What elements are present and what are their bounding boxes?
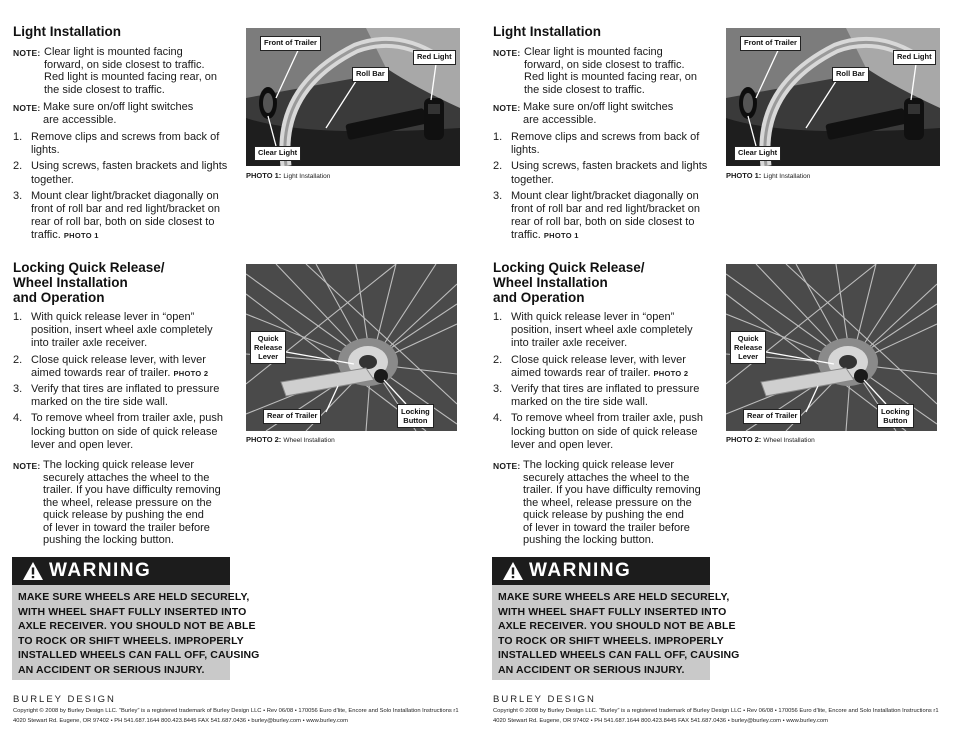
note-line: securely attaches the wheel to the [523,471,690,484]
step-text: With quick release lever in “open” position, insert wheel axle completely into trailer axle receiver. [31,311,213,350]
step-item [493,190,713,243]
warning-title: WARNING [529,560,632,581]
step-text: Verify that tires are inflated to pressure marked on the tire side wall. [511,383,700,409]
warning-triangle-icon [22,561,44,581]
callout-quick-release-lever: Quick Release Lever [250,331,286,364]
note-switches [13,101,238,126]
brand-name: BURLEY DESIGN [493,694,596,705]
note-line: securely attaches the wheel to the [43,471,210,484]
note-label: NOTE: [493,48,521,58]
title-line: Wheel Installation [493,275,608,290]
step-text: To remove wheel from trailer axle, push locking button on side of quick release lever and open lever. [31,412,223,451]
step-text: With quick release lever in “open” position, insert wheel axle completely into trailer axle receiver. [511,311,693,350]
step-item [13,190,233,243]
caption-text: Light Installation [763,173,811,180]
photo-wheel-installation [726,264,937,431]
note-line: Red light is mounted facing rear, on [44,71,218,83]
step-item [493,131,713,157]
note-line: the side closest to traffic. [44,83,165,96]
note-locking-lever [493,459,718,547]
caption-label: PHOTO 1: [726,171,762,180]
note-line: The locking quick release lever [43,459,195,471]
step-item [493,383,713,409]
caption-label: PHOTO 2: [246,435,282,444]
step-text: Close quick release lever, with lever aimed towards rear of trailer. [511,353,686,379]
step-text: Mount clear light/bracket diagonally on front of roll bar and red light/bracket on rear of roll bar, both on side closest to traffic. [511,189,700,242]
callout-clear-light: Clear Light [254,146,301,161]
note-line: the wheel, release pressure on the [523,496,692,509]
step-text: Remove clips and screws from back of lights. [511,131,700,157]
note-text [523,459,718,547]
step-number: 2. [13,353,23,366]
note-line: quick release by pushing the end [523,509,684,521]
note-text [43,101,238,126]
footer-copyright: Copyright © 2008 by Burley Design LLC. “Burley” is a registered trademark of Burley Design LLC • Rev 06/08 • 170056 Euro d’lite, Encore and Solo Installation Instructions r1 [493,708,939,714]
title-line: Locking Quick Release/ [13,260,165,275]
warning-line: AXLE RECEIVER. YOU SHOULD NOT BE ABLE [18,620,256,633]
note-label: NOTE: [13,461,41,471]
note-line: The locking quick release lever [523,459,675,471]
note-label: NOTE: [13,48,41,58]
wheel-steps-list [493,311,713,455]
note-light-direction [493,46,718,96]
note-text [524,46,718,96]
step-number: 3. [493,383,503,396]
instruction-page-right [480,0,954,738]
note-line: pushing the locking button. [43,534,174,546]
step-item [493,354,713,380]
callout-rear-of-trailer: Rear of Trailer [743,409,801,424]
step-item [13,354,233,380]
note-locking-lever [13,459,238,547]
brand-name: BURLEY DESIGN [13,694,116,705]
note-line: quick release by pushing the end [43,509,204,521]
step-item [493,311,713,351]
note-line: the wheel, release pressure on the [43,496,212,509]
warning-line: WITH WHEEL SHAFT FULLY INSERTED INTO [498,605,727,618]
photo-reference: PHOTO 1 [63,231,99,241]
note-label: NOTE: [13,103,41,113]
warning-header [492,557,710,585]
step-number: 1. [13,311,23,323]
note-line: pushing the locking button. [523,534,654,546]
warning-title: WARNING [49,560,152,581]
title-line: Locking Quick Release/ [493,260,645,275]
caption-label: PHOTO 2: [726,435,762,444]
step-item [493,412,713,452]
warning-line: TO ROCK OR SHIFT WHEELS. IMPROPERLY [18,634,244,647]
step-text: Remove clips and screws from back of lights. [31,131,220,157]
photo-wheel-installation [246,264,457,431]
title-line: and Operation [493,290,585,305]
photo-reference: PHOTO 2 [653,368,689,378]
section-title-light-installation: Light Installation [13,24,121,39]
callout-front-of-trailer: Front of Trailer [260,36,321,51]
note-line: Clear light is mounted facing [44,46,183,58]
caption-text: Wheel Installation [763,437,815,444]
section-title-quick-release [13,260,165,305]
step-number: 3. [13,383,23,396]
section-title-light-installation: Light Installation [493,24,601,39]
note-text [523,101,718,126]
step-text: Verify that tires are inflated to pressure marked on the tire side wall. [31,383,220,409]
warning-triangle-icon [502,561,524,581]
caption-text: Wheel Installation [283,437,335,444]
note-label: NOTE: [493,103,521,113]
callout-red-light: Red Light [893,50,936,65]
warning-line: TO ROCK OR SHIFT WHEELS. IMPROPERLY [498,634,724,647]
warning-line: AN ACCIDENT OR SERIOUS INJURY. [18,663,205,676]
note-line: forward, on side closest to traffic. [524,58,685,71]
warning-line: MAKE SURE WHEELS ARE HELD SECURELY, [498,591,730,603]
callout-red-light: Red Light [413,50,456,65]
light-steps-list [13,131,233,246]
section-title-quick-release [493,260,645,305]
caption-label: PHOTO 1: [246,171,282,180]
step-number: 2. [13,160,23,173]
caption-text: Light Installation [283,173,331,180]
step-text: Close quick release lever, with lever aimed towards rear of trailer. [31,353,206,379]
note-line: forward, on side closest to traffic. [44,58,205,71]
note-line: trailer. If you have difficulty removing [523,484,701,496]
photo-reference: PHOTO 2 [173,368,209,378]
step-number: 2. [493,160,503,173]
light-steps-list [493,131,713,246]
warning-line: WITH WHEEL SHAFT FULLY INSERTED INTO [18,605,247,618]
warning-line: AN ACCIDENT OR SERIOUS INJURY. [498,663,685,676]
step-number: 2. [493,353,503,366]
photo2-caption [726,435,815,444]
note-label: NOTE: [493,461,521,471]
note-line: Clear light is mounted facing [524,46,663,58]
photo1-caption [726,171,810,180]
footer-contact: 4020 Stewart Rd. Eugene, OR 97402 • PH 541.687.1644 800.423.8445 FAX 541.687.0436 • burley@burley.com • www.burley.com [493,718,828,724]
step-item [493,160,713,186]
callout-roll-bar: Roll Bar [832,67,869,82]
note-light-direction [13,46,238,96]
photo2-caption [246,435,335,444]
step-item [13,412,233,452]
step-text: Using screws, fasten brackets and lights together. [511,160,708,186]
note-line: are accessible. [43,113,117,126]
callout-locking-button: Locking Button [877,404,914,428]
note-text [44,46,238,96]
step-item [13,160,233,186]
warning-line: INSTALLED WHEELS CAN FALL OFF, CAUSING [18,649,260,662]
callout-locking-button: Locking Button [397,404,434,428]
warning-line: MAKE SURE WHEELS ARE HELD SECURELY, [18,591,250,603]
step-text: To remove wheel from trailer axle, push locking button on side of quick release lever and open lever. [511,412,703,451]
step-number: 3. [493,189,503,202]
step-item [13,311,233,351]
note-text [43,459,238,547]
warning-body [492,585,740,680]
callout-clear-light: Clear Light [734,146,781,161]
callout-rear-of-trailer: Rear of Trailer [263,409,321,424]
note-line: the side closest to traffic. [524,83,645,96]
footer-copyright: Copyright © 2008 by Burley Design LLC. “Burley” is a registered trademark of Burley Design LLC • Rev 06/08 • 170056 Euro d’lite, Encore and Solo Installation Instructions r1 [13,708,459,714]
callout-quick-release-lever: Quick Release Lever [730,331,766,364]
callout-roll-bar: Roll Bar [352,67,389,82]
step-number: 4. [493,412,503,425]
step-number: 1. [13,131,23,143]
note-switches [493,101,718,126]
step-number: 1. [493,131,503,143]
footer-contact: 4020 Stewart Rd. Eugene, OR 97402 • PH 541.687.1644 800.423.8445 FAX 541.687.0436 • burley@burley.com • www.burley.com [13,718,348,724]
note-line: Red light is mounted facing rear, on [524,71,698,83]
warning-body [12,585,260,680]
warning-line: INSTALLED WHEELS CAN FALL OFF, CAUSING [498,649,740,662]
step-item [13,131,233,157]
wheel-steps-list [13,311,233,455]
warning-line: AXLE RECEIVER. YOU SHOULD NOT BE ABLE [498,620,736,633]
warning-header [12,557,230,585]
title-line: and Operation [13,290,105,305]
step-text: Mount clear light/bracket diagonally on front of roll bar and red light/bracket on rear of roll bar, both on side closest to traffic. [31,189,220,242]
note-line: of lever in toward the trailer before [43,521,210,534]
callout-front-of-trailer: Front of Trailer [740,36,801,51]
step-text: Using screws, fasten brackets and lights together. [31,160,228,186]
photo1-caption [246,171,330,180]
note-line: of lever in toward the trailer before [523,521,690,534]
step-number: 1. [493,311,503,323]
step-item [13,383,233,409]
note-line: Make sure on/off light switches [523,101,674,113]
note-line: are accessible. [523,113,597,126]
note-line: trailer. If you have difficulty removing [43,484,221,496]
photo-light-installation [726,28,940,166]
step-number: 3. [13,189,23,202]
title-line: Wheel Installation [13,275,128,290]
step-number: 4. [13,412,23,425]
photo-light-installation [246,28,460,166]
note-line: Make sure on/off light switches [43,101,194,113]
photo-reference: PHOTO 1 [543,231,579,241]
